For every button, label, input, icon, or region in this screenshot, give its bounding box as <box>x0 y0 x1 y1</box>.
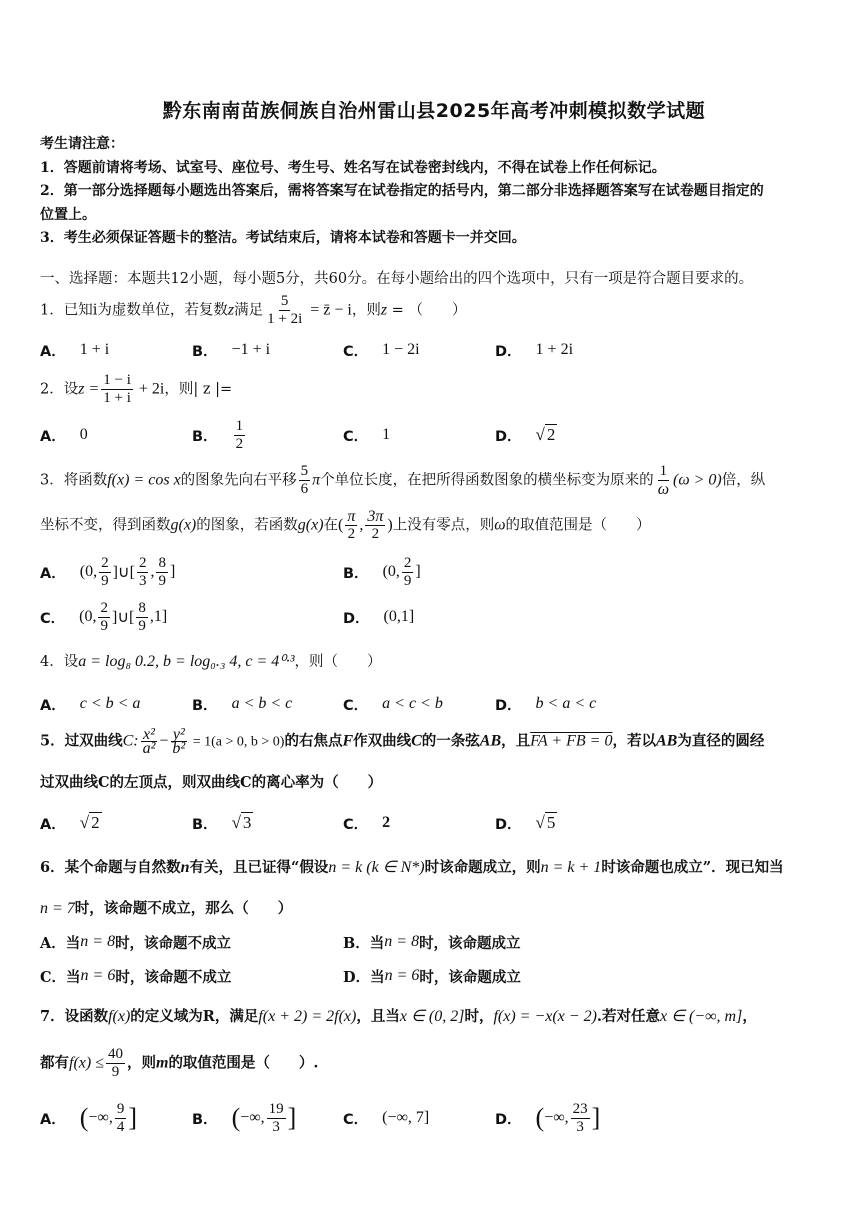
options-q3-row1 <box>40 552 830 592</box>
option-b[interactable]: B． (0, $\frac{2}{9}$ ] <box>343 554 421 589</box>
options-q7 <box>40 1098 830 1138</box>
option-d[interactable]: D． (0,1] <box>343 608 415 627</box>
option-a[interactable]: A．当 n = 8 时，该命题不成立 <box>40 933 232 952</box>
option-a[interactable]: A． c < b < a <box>40 695 141 714</box>
option-d[interactable]: D． b < a < c <box>495 695 597 714</box>
math-expr: + 2i <box>134 380 165 398</box>
page-title: 黔东南南苗族侗族自治州雷山县2025年高考冲刺模拟数学试题 <box>162 100 706 122</box>
option-c[interactable]: C． 1 − 2i <box>343 341 420 360</box>
question-7-cont: 都有f(x) ≤ $\frac{40}{9}$ ，则m的取值范围是（ ）. <box>40 1046 319 1080</box>
note-item: 位置上。 <box>40 206 96 223</box>
fraction: $\frac{5}{1 + 2i}$ <box>267 293 303 327</box>
option-a[interactable]: A． (0, $\frac{2}{9}$ ]∪[ $\frac{2}{3}$ , $\frac{8}{9}$ ] <box>40 554 176 589</box>
option-a[interactable]: A． ( −∞, $\frac{9}{4}$ ] <box>40 1100 138 1135</box>
question-text: 1．已知i为虚数单位，若复数 <box>40 302 228 319</box>
option-d[interactable]: D．当 n = 6 时，该命题成立 <box>343 967 521 986</box>
math-expr: z = <box>78 380 100 398</box>
option-c[interactable]: C． 2 <box>343 814 391 833</box>
fraction: $\frac{1 - i}{1 + i}$ <box>103 372 131 406</box>
note-item: 2．第一部分选择题每小题选出答案后，需将答案写在试卷指定的括号内，第二部分非选择题答案写在试卷题目指定的 <box>40 183 764 199</box>
option-c[interactable]: C．当 n = 6 时，该命题不成立 <box>40 967 232 986</box>
question-text: ，则| z |= <box>164 381 233 398</box>
option-d[interactable]: D． √ 5 <box>495 813 556 833</box>
options-q3-row2 <box>40 597 830 637</box>
notes-heading: 考生请注意： <box>40 136 124 152</box>
option-c[interactable]: C． 1 <box>343 426 391 445</box>
option-a[interactable]: A． √ 2 <box>40 813 100 833</box>
question-text: = （ ） <box>387 302 467 319</box>
option-b[interactable]: B． a < b < c <box>192 695 293 714</box>
question-7: 7．设函数f(x)的定义域为R，满足f(x + 2) = 2f(x)，且当x ∈ (0, 2]时，f(x) = −x(x − 2).若对任意x ∈ (−∞, m]， <box>40 1008 757 1025</box>
option-d[interactable]: D． 1 + 2i <box>495 341 574 360</box>
option-b[interactable]: B． ( −∞, $\frac{19}{3}$ ] <box>192 1100 297 1135</box>
option-a[interactable]: A． 1 + i <box>40 341 110 360</box>
options-q6-row2 <box>40 956 830 996</box>
options-q1 <box>40 330 830 370</box>
question-1: 1．已知i为虚数单位，若复数z满足 $\frac{5}{1 + 2i}$ = z̄ − i，则z = （ ） <box>40 293 467 327</box>
note-item: 3．考生必须保证答题卡的整洁。考试结束后，请将本试卷和答题卡一并交回。 <box>40 230 526 246</box>
option-c[interactable]: C． (0, $\frac{2}{9}$ ]∪[ $\frac{8}{9}$ ,1] <box>40 599 168 634</box>
question-3-cont: 坐标不变，得到函数g(x)的图象，若函数g(x)在( $\frac{\pi}{2}$ , $\frac{3\pi}{2}$ )上没有零点，则ω的取值范围是（ ） <box>40 508 651 542</box>
section-heading: 一、选择题：本题共12小题，每小题5分，共60分。在每小题给出的四个选项中，只有一项是符合题目要求的。 <box>40 271 754 287</box>
question-6-cont: n = 7时，该命题不成立，那么（ ） <box>40 900 293 917</box>
question-text: 2．设 <box>40 381 79 398</box>
candidate-notes <box>40 133 830 251</box>
math-expr: = z̄ − i <box>306 301 352 319</box>
option-d[interactable]: D． ( −∞, $\frac{23}{3}$ ] <box>495 1100 601 1135</box>
options-q5 <box>40 803 830 843</box>
option-b[interactable]: B． √ 3 <box>192 813 252 833</box>
option-a[interactable]: A． 0 <box>40 426 88 445</box>
options-q4 <box>40 684 830 724</box>
question-6: 6．某个命题与自然数n有关，且已证得“假设n = k (k ∈ N*)时该命题成立，则n = k + 1时该命题也成立”．现已知当 <box>40 859 784 876</box>
question-5: 5．过双曲线C: $\frac{\text{x²}}{\text{a²}}$ − $\frac{\text{y²}}{\text{b²}}$ = 1(a > 0, b > 0)的右焦点F作双曲线C的一条弦AB，且FA + FB = 0，若以AB为直径的圆经 <box>40 726 765 757</box>
option-c[interactable]: C． (−∞, 7] <box>343 1109 430 1128</box>
question-text: 满足 <box>234 302 264 319</box>
option-b[interactable]: B． $\frac{1}{2}$ <box>192 417 244 452</box>
option-d[interactable]: D． √ 2 <box>495 425 556 445</box>
option-c[interactable]: C． a < c < b <box>343 695 443 714</box>
question-text: ，则 <box>351 302 381 319</box>
options-q2 <box>40 415 830 455</box>
question-2 <box>40 372 830 407</box>
question-5-cont: 过双曲线C的左顶点，则双曲线C的离心率为（ ） <box>40 774 383 791</box>
question-3: 3．将函数f(x) = cos x的图象先向右平移 $\frac{5}{6}$ π个单位长度，在把所得函数图象的横坐标变为原来的 $\frac{1}{\omega}$ (ω > 0)倍，纵 <box>40 463 766 498</box>
option-b[interactable]: B．当 n = 8 时，该命题成立 <box>343 933 521 952</box>
option-b[interactable]: B． −1 + i <box>192 341 271 360</box>
question-4: 4．设a = log₈ 0.2, b = log₀.₃ 4, c = 4⁰·³，则（ ） <box>40 653 382 670</box>
note-item: 1．答题前请将考场、试室号、座位号、考生号、姓名写在试卷密封线内，不得在试卷上作任何标记。 <box>40 159 666 176</box>
